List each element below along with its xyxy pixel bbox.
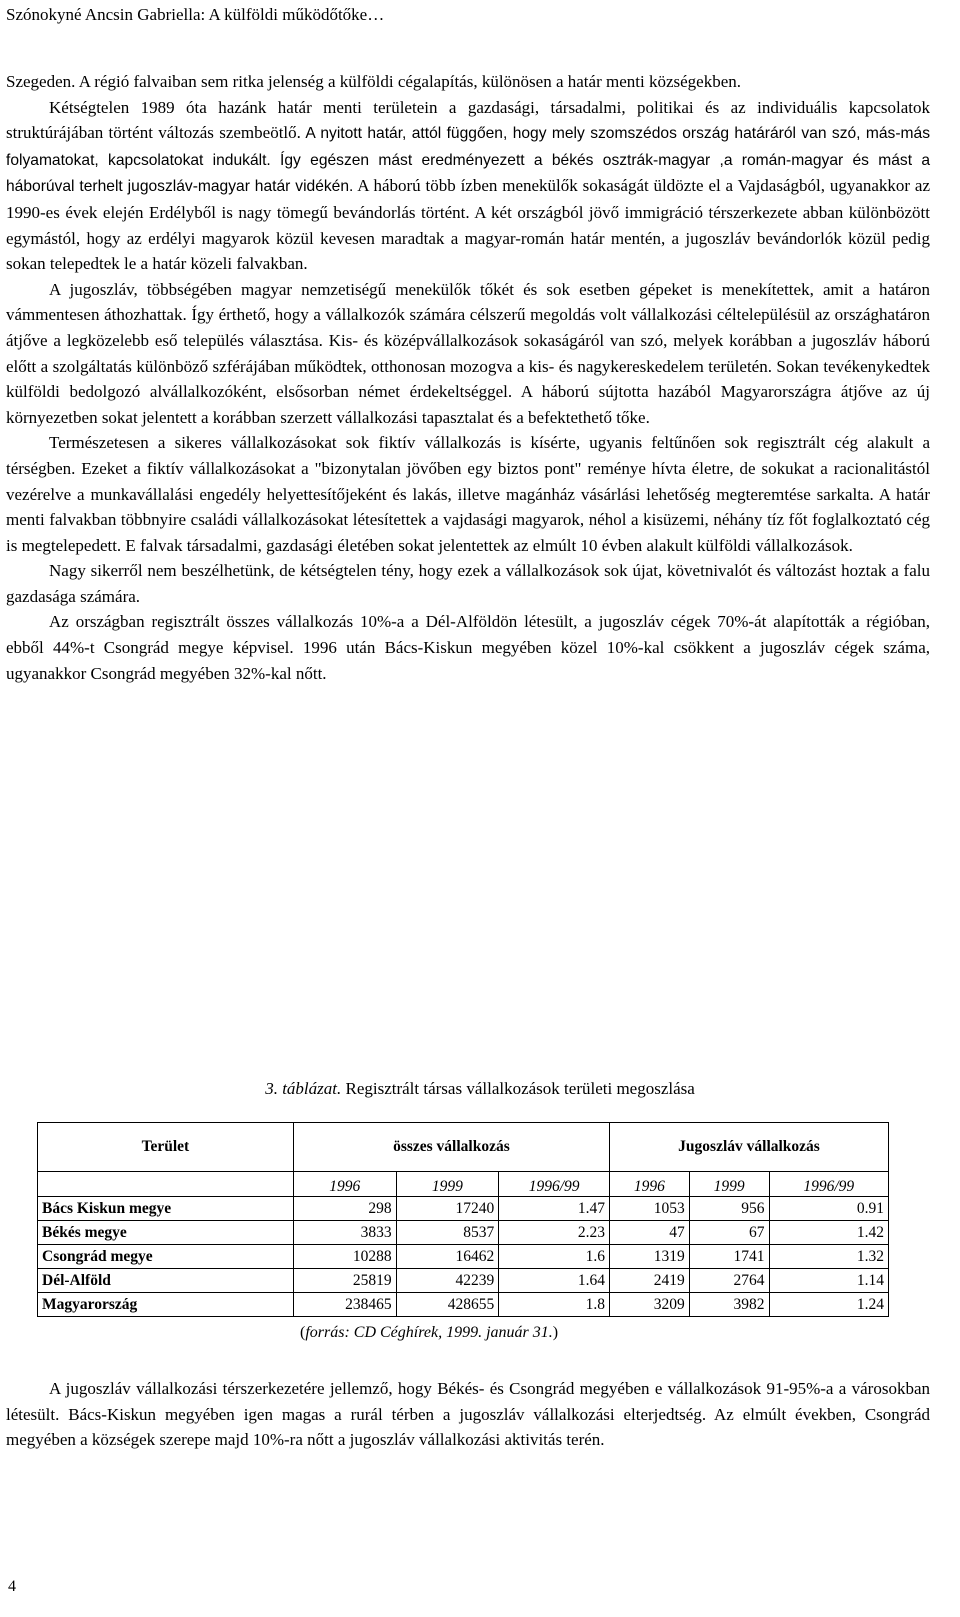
table-cell: 16462 [396,1245,499,1269]
table-cell: 1.47 [499,1197,610,1221]
year-cell: 1996 [293,1172,396,1197]
closing-paragraph: A jugoszláv vállalkozási térszerkezetére jellemző, hogy Békés- és Csongrád megyében e vállalkozások 91-95%-a a városokban létesült. Bács-Kiskun megyében igen magas a rurál térben a jugoszláv vállalkozási elterjedtség. Az elmúlt években, Csongrád megyében a községek szerepe majd 10%-ra nőtt a jugoszláv vállalkozási aktivitás terén. [6,1379,930,1450]
table-row [38,1197,889,1221]
table-cell: 1319 [610,1245,690,1269]
year-cell: 1996 [610,1172,690,1197]
paragraph-1: Szegeden. A régió falvaiban sem ritka jelenség a külföldi cégalapítás, különösen a határ menti községekben. [6,72,742,91]
year-cell: 1996/99 [499,1172,610,1197]
table-cell: 10288 [293,1245,396,1269]
table-row [38,1269,889,1293]
data-table [37,1122,889,1317]
table-cell: 8537 [396,1221,499,1245]
header-area: Terület [38,1123,294,1172]
year-cell: 1999 [689,1172,769,1197]
table-cell: 956 [689,1197,769,1221]
row-name: Bács Kiskun megye [38,1197,294,1221]
source-text: forrás: CD Céghírek, 1999. január 31. [305,1324,553,1341]
table-cell: 1.24 [769,1293,888,1317]
paragraph-3: A jugoszláv, többségében magyar nemzetiségű menekülők tőkét és sok esetben gépeket is menekítettek, amit a határon vámmentesen áthozhattak. Így érthető, hogy a vállalkozók számára célszerű megoldás volt vállalkozási céltelepülésül az országhatáron átjőve a legközelebb eső település választása. Kis- és középvállalkozások sokaságáról van szó, melyek korábban a jugoszláv háború előtt a szolgáltatás különböző szférájában működtek, otthonosan mozogva a kis- és nagykereskedelem területén. Sokan tevékenykedtek külföldi bedolgozó alvállalkozóként, elsősorban német érdekeltséggel. A háború sújtotta hazából Magyarországra átjőve az új környezetben sokat jelentett a korábban szerzett vállalkozási tapasztalat és a befektethető tőke. [6,279,930,427]
table-years-row [38,1172,889,1197]
row-name: Csongrád megye [38,1245,294,1269]
table-cell: 298 [293,1197,396,1221]
year-cell: 1999 [396,1172,499,1197]
header-total: összes vállalkozás [293,1123,609,1172]
table-caption-number: 3. táblázat. [265,1079,342,1098]
table-cell: 3209 [610,1293,690,1317]
table-cell: 1.8 [499,1293,610,1317]
table-cell: 1.64 [499,1269,610,1293]
paragraph-2-part-b: A nyitott határ, attól függően, hogy mely szomszédos ország határáról van szó, más-más folyamatokat, kapcsolatokat indukált. [6,125,930,169]
table-cell: 1.32 [769,1245,888,1269]
header-yugo: Jugoszláv vállalkozás [610,1123,889,1172]
paragraph-2-part-a: Kétségtelen 1989 óta hazánk határ menti területein a gazdasági, társadalmi, politikai és az individuális kapcsolatok struktúrájában történt változás szembeötlő. [6,97,930,143]
table-cell: 17240 [396,1197,499,1221]
running-header: Szónokyné Ancsin Gabriella: A külföldi működőtőke… [6,5,385,24]
table-cell: 0.91 [769,1197,888,1221]
table-cell: 67 [689,1221,769,1245]
paragraph-5: Nagy sikerről nem beszélhetünk, de kétségtelen tény, hogy ezek a vállalkozások sok újat, követnivalót és változást hoztak a falu gazdasága számára. [6,561,930,606]
table-cell: 3982 [689,1293,769,1317]
table-cell: 1741 [689,1245,769,1269]
table-cell: 2.23 [499,1221,610,1245]
table-caption-title: Regisztrált társas vállalkozások területi megoszlása [341,1079,695,1098]
paragraph-2 [6,95,930,277]
table-header-row [38,1123,889,1172]
row-name: Békés megye [38,1221,294,1245]
table-cell: 47 [610,1221,690,1245]
table-cell: 1.42 [769,1221,888,1245]
table-cell: 1.14 [769,1269,888,1293]
table-row [38,1221,889,1245]
paragraph-2-part-c: Így egészen mást eredményezett a békés osztrák-magyar ,a román-magyar és mást a háborúval terhelt jugoszláv-magyar határ vidékén. [6,151,930,196]
years-empty-cell [38,1172,294,1197]
table-cell: 42239 [396,1269,499,1293]
paragraph-4: Természetesen a sikeres vállalkozásokat sok fiktív vállalkozás is kísérte, ugyanis feltűnően sok regisztrált cég alakult a térségben. Ezeket a fiktív vállalkozásokat a "bizonytalan jövőben egy biztos pont" reménye hívta életre, de sokukat a racionalitástól vezérelve a munkavállalási engedély helyettesítőjeként és lakás, illetve magánház vásárlási lehetőség megteremtése sarkalta. A határ menti falvakban többnyire családi vállalkozásokat létesítettek a vajdasági magyarok, néhol a kisüzemi, néhány tíz főt foglalkoztató cég is megtelepedett. E falvak társadalmi, gazdasági életében sokat jelentettek az elmúlt 10 évben alakult külföldi vállalkozások. [6,433,930,555]
table-cell: 3833 [293,1221,396,1245]
table-cell: 1053 [610,1197,690,1221]
table-row [38,1245,889,1269]
table-cell: 238465 [293,1293,396,1317]
paragraph-2-part-d: A háború több ízben menekülők sokaságát üldözte el a Vajdaságból, ugyanakkor az 1990-es évek elején Erdélyből is nagy tömegű bevándorlás történt. [6,176,931,222]
table-cell: 25819 [293,1269,396,1293]
source-paren-close: ) [552,1324,559,1341]
table-row [38,1293,889,1317]
main-text [6,69,930,686]
paragraph-6: Az országban regisztrált összes vállalkozás 10%-a a Dél-Alföldön létesült, a jugoszláv cégek 70%-át alapították a régióban, ebből 44%-t Csongrád megye képvisel. 1996 után Bács-Kiskun megyében közel 10%-kal csökkent a jugoszláv cégek száma, ugyanakkor Csongrád megyében 32%-kal nőtt. [6,612,930,683]
row-name: Dél-Alföld [38,1269,294,1293]
table-caption [0,1078,960,1100]
paragraph-2-part-e: A két országból jövő immigráció térszerkezete abban különbözött egymástól, hogy az erdélyi magyarok közül kevesen maradtak a magyar-román határ mentén, a jugoszláv bevándorlók közül pedig sokan telepedtek le a határ közeli falvakban. [6,202,930,274]
row-name: Magyarország [38,1293,294,1317]
year-cell: 1996/99 [769,1172,888,1197]
table-cell: 2419 [610,1269,690,1293]
page-number: 4 [8,1578,16,1595]
source-paren-open: ( [300,1324,306,1341]
table-cell: 2764 [689,1269,769,1293]
table-cell: 1.6 [499,1245,610,1269]
table-source [300,1323,558,1343]
table-cell: 428655 [396,1293,499,1317]
